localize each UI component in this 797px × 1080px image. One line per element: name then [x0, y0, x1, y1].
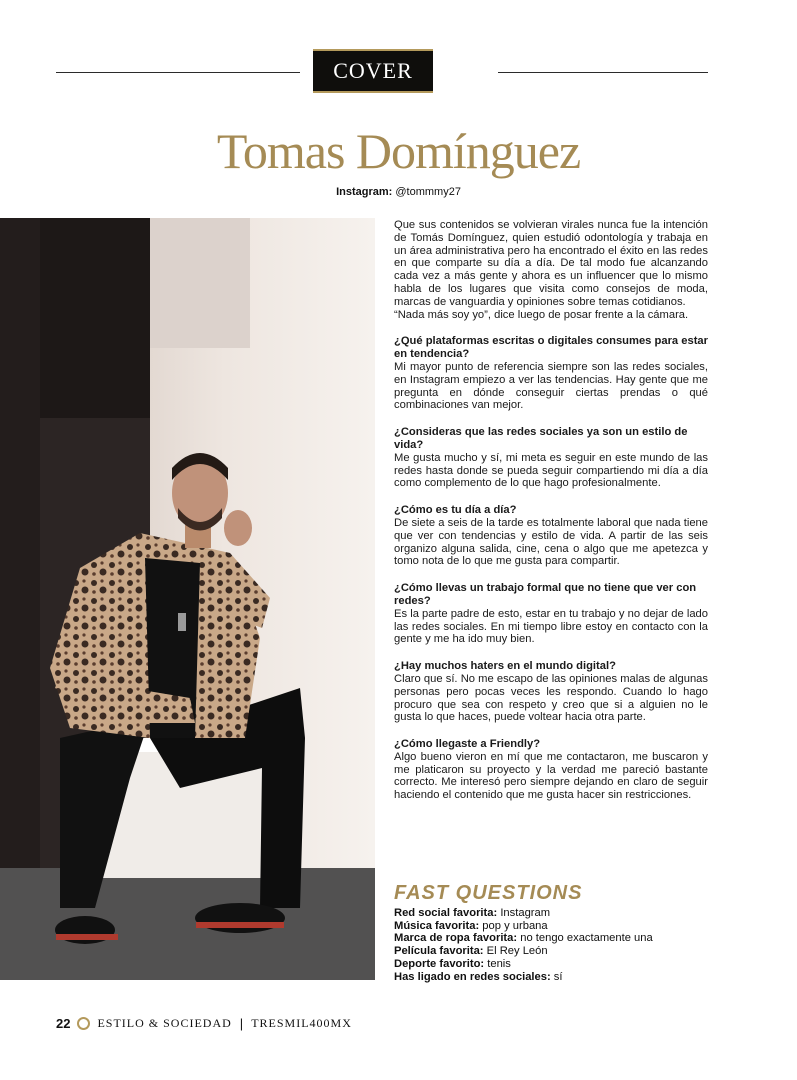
circle-icon: [77, 1017, 90, 1030]
article-body: [394, 219, 708, 802]
answer: Es la parte padre de esto, estar en tu trabajo y no dejar de lado las redes sociales. En mi tiempo libre estoy en contacto con la gente y me ha ido muy bien.: [394, 607, 708, 646]
fq-label: Red social favorita:: [394, 907, 498, 919]
question: ¿Cómo llegaste a Friendly?: [394, 738, 541, 751]
fast-question-item: [394, 907, 714, 920]
page-number: 22: [56, 1016, 71, 1031]
fq-value: Instagram: [497, 907, 551, 919]
question: ¿Cómo llevas un trabajo formal que no tiene que ver con redes?: [394, 582, 697, 607]
fast-questions-title: FAST QUESTIONS: [394, 882, 583, 904]
fast-question-item: [394, 971, 714, 984]
footer-section: ESTILO & SOCIEDAD: [97, 1016, 232, 1030]
section-label: COVER: [333, 58, 413, 83]
fq-label: Marca de ropa favorita:: [394, 932, 518, 945]
fq-label: Has ligado en redes sociales:: [394, 970, 551, 983]
page-title: Tomas Domínguez: [216, 123, 581, 179]
answer: Claro que sí. No me escapo de las opiniones malas de algunas personas pero pocas veces les respondo. Cuando lo hago procuro que sea con respeto y creo que si a alguien no le gusta lo que haces, puede voltear hacia otra parte.: [394, 672, 708, 724]
social-label: Instagram:: [336, 186, 393, 198]
header-rule-right: [498, 72, 708, 73]
article-quote: “Nada más soy yo”, dice luego de posar frente a la cámara.: [394, 308, 689, 321]
question: ¿Hay muchos haters en el mundo digital?: [394, 660, 616, 673]
portrait-illustration: [0, 218, 375, 980]
fq-value: tenis: [484, 957, 511, 970]
question: ¿Cómo es tu día a día?: [394, 504, 517, 517]
fq-value: El Rey León: [483, 945, 548, 958]
fq-label: Deporte favorito:: [394, 957, 485, 970]
page-footer: [56, 1016, 352, 1031]
section-banner: [313, 49, 433, 93]
fast-question-item: [394, 932, 714, 945]
answer: Algo bueno vieron en mí que me contactaron, me buscaron y me platicaron su proyecto y la verdad me pareció bastante correcto. Me interesó pero siempre dejando en claro de seguir haciendo el contenido que me gusta hacer sin restricciones.: [394, 750, 708, 802]
social-handle-line: [0, 186, 797, 198]
fq-label: Música favorita:: [394, 919, 480, 932]
article-intro: Que sus contenidos se volvieran virales nunca fue la intención de Tomás Domínguez, quien estudió odontología y trabaja en un área administrativa pero ha encontrado el éxito en las redes en que comparte su día a día. De tal modo fue alcanzando cada vez a más gente y ahora es un influencer que lo mismo habla de los lugares que visita como consejos de moda, marcas de vanguardia y opiniones sobre temas cotidianos.: [394, 219, 708, 308]
answer: Me gusta mucho y sí, mi meta es seguir en este mundo de las redes hasta donde se pueda seguir compartiendo mi día a día como complemento de lo que hago profesionalmente.: [394, 451, 708, 490]
fq-value: pop y urbana: [479, 919, 548, 932]
answer: Mi mayor punto de referencia siempre son las redes sociales, en Instagram empiezo a ver las tendencias. Hay gente que me pregunta en dónde conseguir ciertas prendas o qué combinaciones van mejor.: [394, 360, 708, 412]
portrait-photo: [0, 218, 375, 980]
fast-question-item: [394, 958, 714, 971]
answer: De siete a seis de la tarde es totalmente laboral que nada tiene que ver con tendencias y estilo de vida. A partir de las seis organizo alguna salida, cine, cena o algo que me apetezca y tomo nota de lo que me gusta para compartir.: [394, 516, 708, 568]
fast-questions: [394, 882, 714, 983]
fq-value: sí: [550, 970, 563, 983]
social-handle: @tommmy27: [392, 186, 461, 198]
fast-question-item: [394, 945, 714, 958]
question: ¿Consideras que las redes sociales ya son un estilo de vida?: [394, 426, 688, 451]
footer-separator: |: [239, 1016, 244, 1031]
fq-value: no tengo exactamente una: [517, 932, 653, 945]
footer-brand: TRESMIL400MX: [251, 1016, 352, 1030]
fq-label: Película favorita:: [394, 945, 484, 958]
question: ¿Qué plataformas escritas o digitales consumes para estar en tendencia?: [394, 335, 708, 361]
fast-question-item: [394, 920, 714, 933]
header-rule-left: [56, 72, 300, 73]
